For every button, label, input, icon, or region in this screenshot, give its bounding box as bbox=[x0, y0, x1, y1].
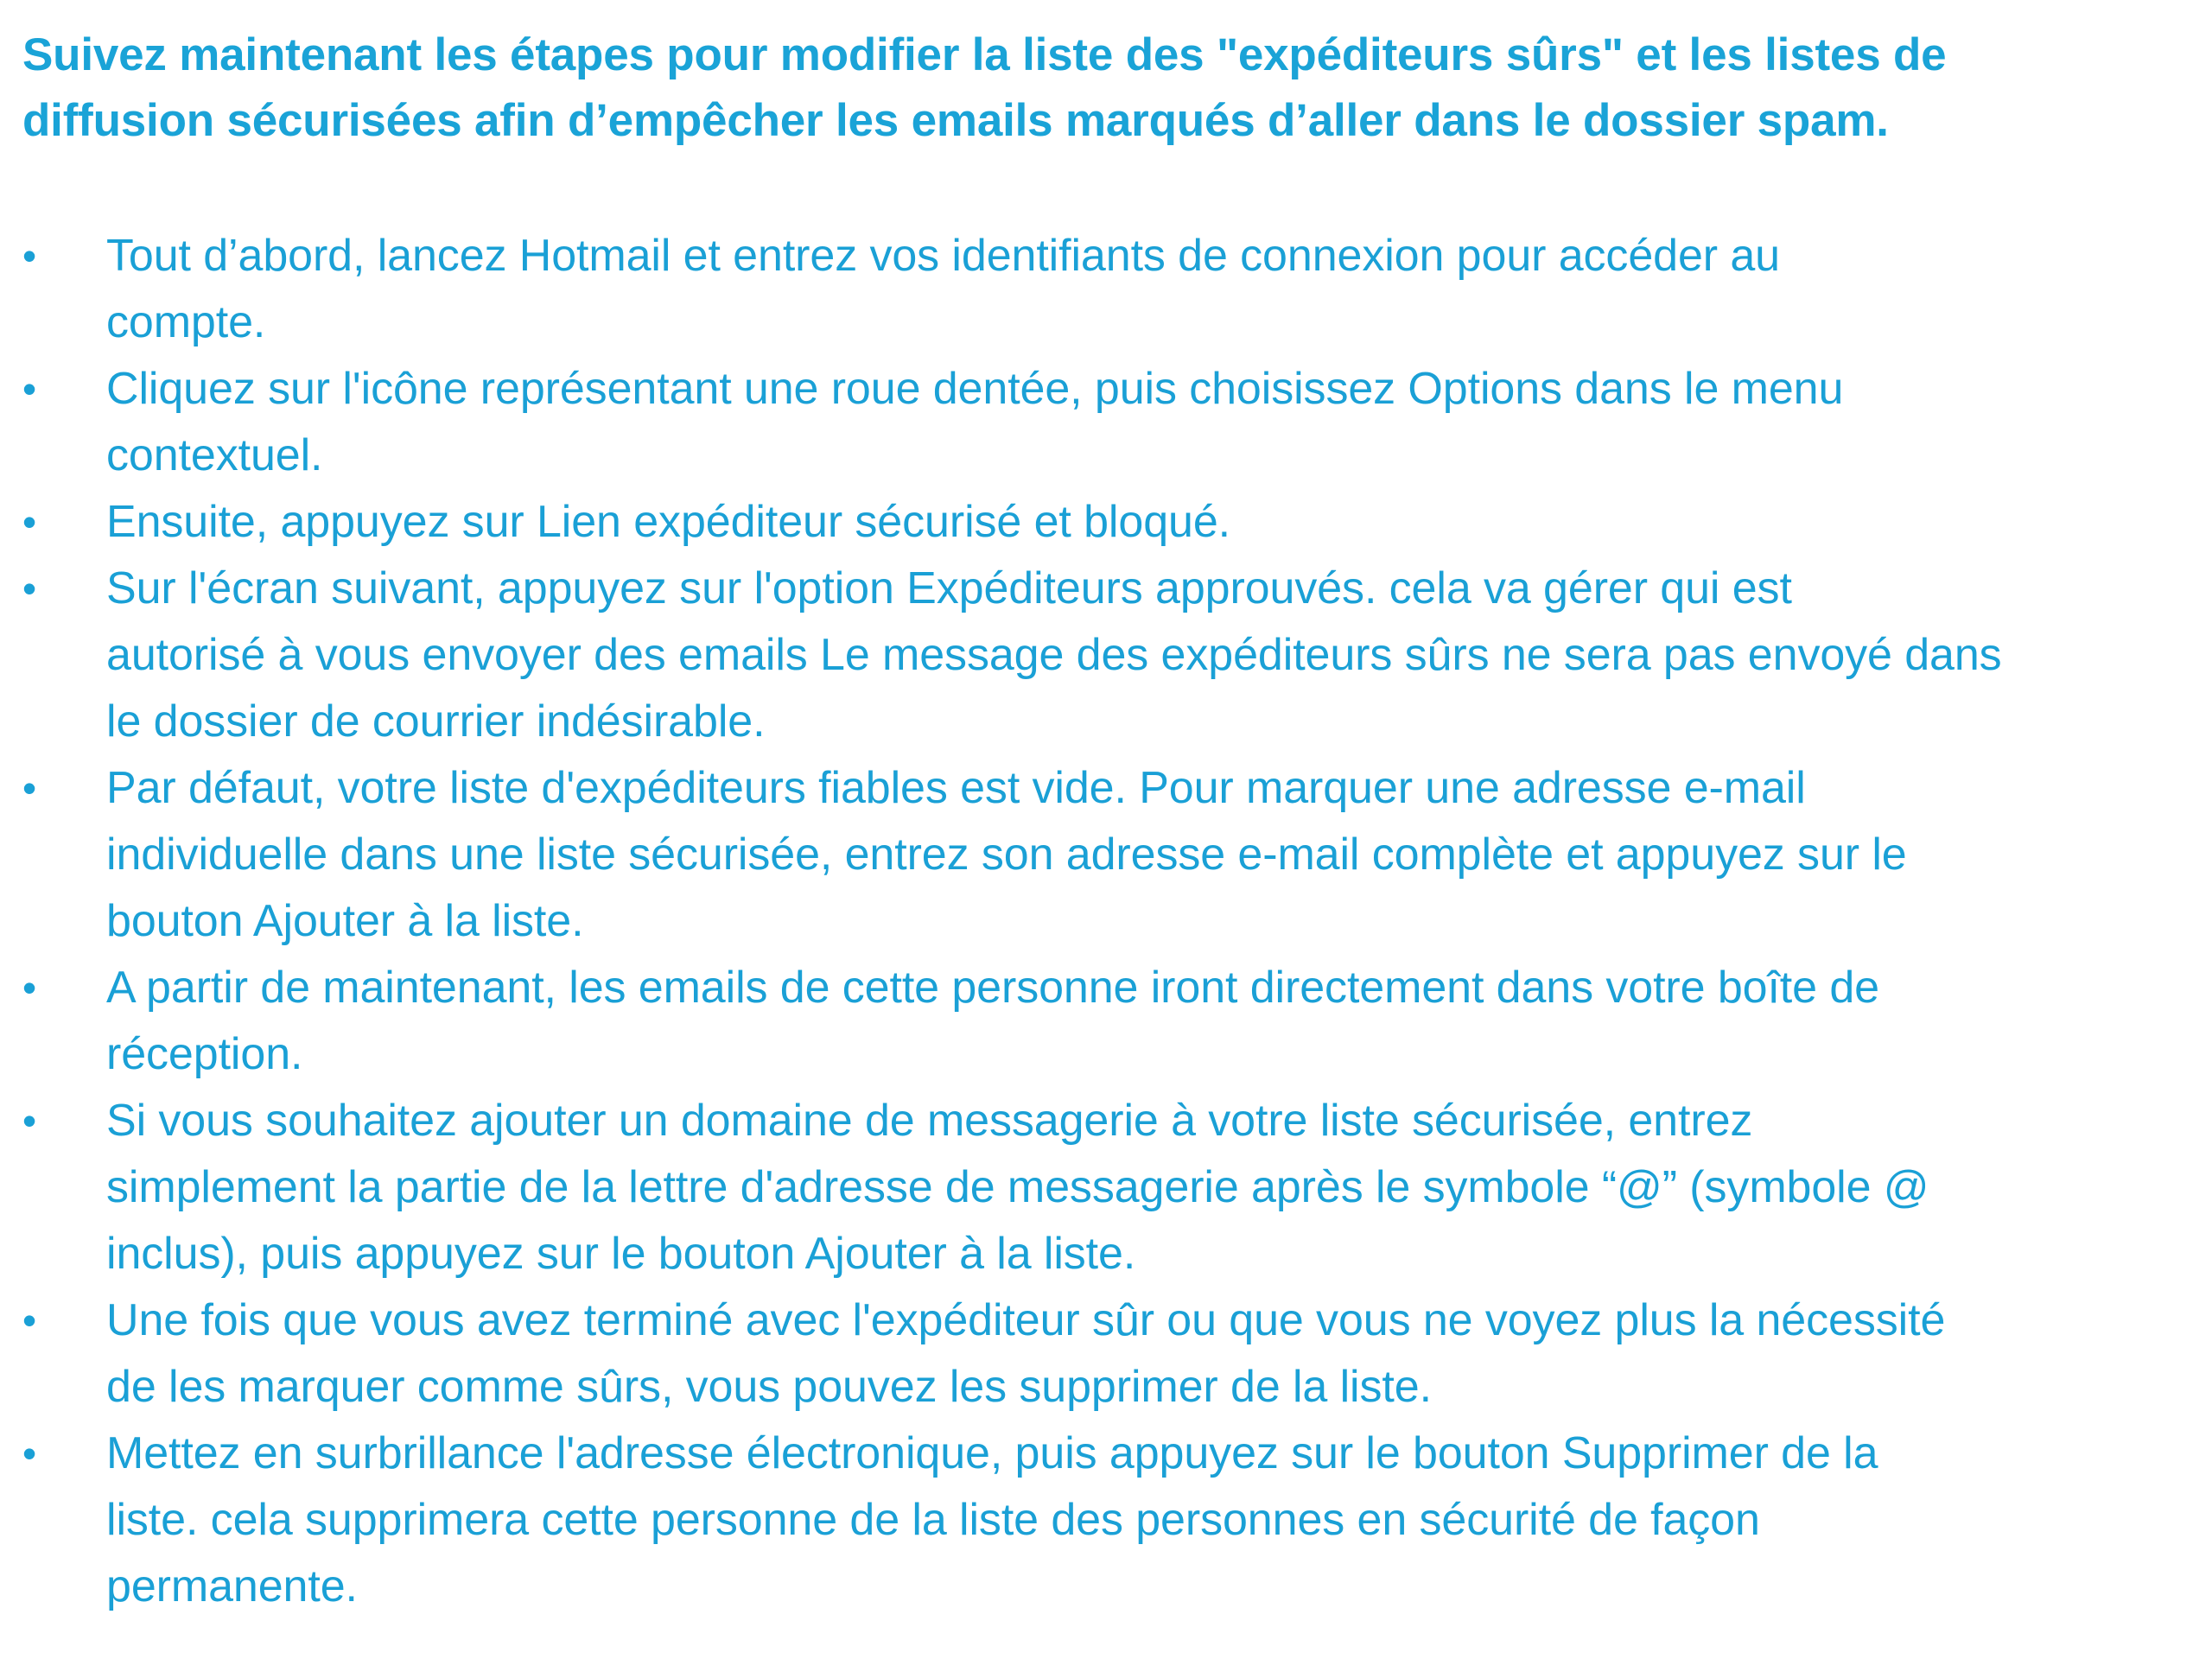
list-item-text-line: permanente. bbox=[106, 1561, 358, 1611]
list-item bbox=[22, 223, 2191, 356]
list-item bbox=[22, 1421, 2191, 1620]
list-item-text-line: Par défaut, votre liste d'expéditeurs fiables est vide. Pour marquer une adresse e-mail bbox=[106, 763, 1806, 813]
list-item-text-line: liste. cela supprimera cette personne de la liste des personnes en sécurité de façon bbox=[106, 1495, 1760, 1545]
bullet-icon: • bbox=[22, 366, 37, 411]
heading-line: Suivez maintenant les étapes pour modifier la liste des "expéditeurs sûrs" et les listes de bbox=[22, 29, 1947, 80]
list-item bbox=[22, 356, 2191, 489]
list-item-text-line: contextuel. bbox=[106, 430, 323, 480]
list-item bbox=[22, 556, 2191, 755]
list-item bbox=[22, 489, 2191, 556]
list-item-text-line: Cliquez sur l'icône représentant une roue dentée, puis choisissez Options dans le menu bbox=[106, 364, 1844, 414]
list-item-text-line: Sur l'écran suivant, appuyez sur l'option Expéditeurs approuvés. cela va gérer qui est bbox=[106, 563, 1792, 613]
list-item-text-line: Mettez en surbrillance l'adresse électronique, puis appuyez sur le bouton Supprimer de la bbox=[106, 1428, 1878, 1478]
bullet-icon: • bbox=[22, 566, 37, 611]
list-item-text-line: réception. bbox=[106, 1029, 303, 1079]
heading-line: diffusion sécurisées afin d’empêcher les emails marqués d’aller dans le dossier spam. bbox=[22, 95, 1889, 146]
list-item bbox=[22, 1287, 2191, 1421]
list-item-text-line: individuelle dans une liste sécurisée, entrez son adresse e-mail complète et appuyez sur le bbox=[106, 830, 1907, 880]
page-heading bbox=[22, 22, 2186, 154]
bullet-icon: • bbox=[22, 766, 37, 810]
bullet-icon: • bbox=[22, 1431, 37, 1476]
bullet-icon: • bbox=[22, 965, 37, 1010]
steps-list bbox=[22, 223, 2191, 1620]
bullet-icon: • bbox=[22, 1098, 37, 1143]
list-item-text-line: simplement la partie de la lettre d'adresse de messagerie après le symbole “@” (symbole @ bbox=[106, 1162, 1929, 1212]
bullet-icon: • bbox=[22, 499, 37, 544]
bullet-icon: • bbox=[22, 233, 37, 278]
list-item-text-line: de les marquer comme sûrs, vous pouvez les supprimer de la liste. bbox=[106, 1362, 1432, 1412]
list-item-text-line: A partir de maintenant, les emails de cette personne iront directement dans votre boîte de bbox=[106, 963, 1879, 1013]
list-item bbox=[22, 955, 2191, 1088]
list-item-text-line: Ensuite, appuyez sur Lien expéditeur sécurisé et bloqué. bbox=[106, 497, 1231, 547]
list-item-text-line: inclus), puis appuyez sur le bouton Ajouter à la liste. bbox=[106, 1229, 1136, 1279]
list-item-text-line: Tout d’abord, lancez Hotmail et entrez vos identifiants de connexion pour accéder au bbox=[106, 231, 1780, 281]
list-item-text-line: bouton Ajouter à la liste. bbox=[106, 896, 584, 946]
list-item bbox=[22, 1088, 2191, 1287]
list-item-text-line: le dossier de courrier indésirable. bbox=[106, 696, 766, 747]
list-item-text-line: Une fois que vous avez terminé avec l'expéditeur sûr ou que vous ne voyez plus la nécessité bbox=[106, 1295, 1946, 1345]
bullet-icon: • bbox=[22, 1298, 37, 1343]
list-item-text-line: autorisé à vous envoyer des emails Le message des expéditeurs sûrs ne sera pas envoyé dans bbox=[106, 630, 2002, 680]
list-item-text-line: compte. bbox=[106, 297, 266, 347]
list-item bbox=[22, 755, 2191, 955]
list-item-text-line: Si vous souhaitez ajouter un domaine de messagerie à votre liste sécurisée, entrez bbox=[106, 1096, 1753, 1146]
